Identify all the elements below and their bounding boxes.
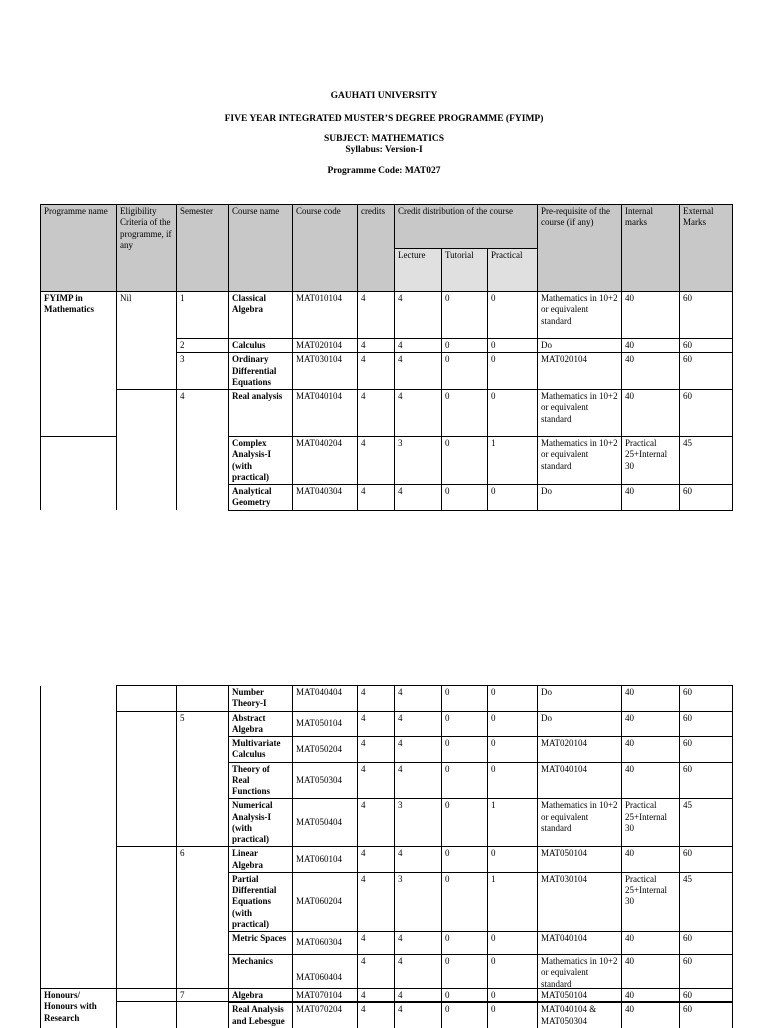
lecture-cell: 4 [395,932,442,955]
external-cell: 45 [680,437,733,485]
external-cell: 60 [680,932,733,955]
credits-cell: 4 [358,485,395,511]
tutorial-cell: 0 [442,437,488,485]
subject-title: SUBJECT: MATHEMATICS [323,134,445,144]
table-row [41,686,733,712]
semester-cell: 1 [177,292,229,339]
practical-cell: 0 [488,955,538,1002]
course-name-cell: Linear Algebra [229,847,293,873]
university-title: GAUHATI UNIVERSITY [330,91,438,101]
course-name-cell: Classical Algebra [229,292,293,339]
prerequisite-cell: Mathematics in 10+2 or equivalent standard [538,292,622,339]
eligibility-cell [117,847,177,1002]
eligibility-cell [117,711,177,847]
prerequisite-cell: MAT020104 [538,353,622,390]
tutorial-cell: 0 [442,485,488,511]
eligibility-cell [117,390,177,511]
tutorial-cell: 0 [442,339,488,353]
lecture-cell: 4 [395,686,442,712]
internal-cell: 40 [622,353,680,390]
prerequisite-cell: Do [538,686,622,712]
course-code-cell: MAT070204 [293,1003,358,1028]
course-table-page-1 [40,204,733,511]
prerequisite-cell: Do [538,711,622,737]
programme-code: Programme Code: MAT027 [327,166,441,176]
credits-cell: 4 [358,989,395,1003]
course-code-cell: MAT060204 [293,872,358,931]
lecture-cell: 4 [395,762,442,799]
course-name-cell: Real Analysis and Lebesgue [229,1003,293,1028]
lecture-cell: 4 [395,737,442,763]
credits-cell: 4 [358,955,395,1002]
tutorial-cell: 0 [442,847,488,873]
tutorial-cell: 0 [442,932,488,955]
external-cell: 60 [680,353,733,390]
lecture-cell: 4 [395,1003,442,1028]
prerequisite-cell: Mathematics in 10+2 or equivalent standard [538,390,622,437]
credits-cell: 4 [358,872,395,931]
practical-cell: 0 [488,932,538,955]
course-code-cell: MAT070104 [293,989,358,1003]
course-name-cell: Complex Analysis-I (with practical) [229,437,293,485]
semester-cell: 6 [177,847,229,1002]
practical-cell: 0 [488,847,538,873]
course-name-cell: Analytical Geometry [229,485,293,511]
practical-cell: 0 [488,737,538,763]
table-row [41,711,733,737]
lecture-cell: 4 [395,353,442,390]
practical-cell: 0 [488,390,538,437]
col-header-course-code: Course code [293,205,358,292]
col-header-course-name: Course name [229,205,293,292]
lecture-cell: 4 [395,339,442,353]
tutorial-cell: 0 [442,1003,488,1028]
tutorial-cell: 0 [442,711,488,737]
course-name-cell: Multivariate Calculus [229,737,293,763]
course-code-cell: MAT040104 [293,390,358,437]
table-row [41,847,733,873]
external-cell: 60 [680,339,733,353]
external-cell: 60 [680,737,733,763]
credits-cell: 4 [358,737,395,763]
internal-cell: 40 [622,390,680,437]
tutorial-cell: 0 [442,737,488,763]
programme-name-cell: FYIMP in Mathematics [41,292,117,437]
credits-cell: 4 [358,390,395,437]
practical-cell: 1 [488,872,538,931]
semester-cell: 5 [177,711,229,847]
col-header-credit-distribution: Credit distribution of the course [395,205,538,249]
internal-cell: 40 [622,847,680,873]
practical-cell: 0 [488,353,538,390]
credits-cell: 4 [358,762,395,799]
prerequisite-cell: Mathematics in 10+2 or equivalent standard [538,437,622,485]
semester-cell [177,686,229,712]
lecture-cell: 4 [395,485,442,511]
practical-cell: 0 [488,292,538,339]
prerequisite-cell: MAT050104 [538,989,622,1003]
internal-cell: 40 [622,292,680,339]
course-name-cell: Abstract Algebra [229,711,293,737]
course-name-cell: Mechanics [229,955,293,1002]
syllabus-version: Syllabus: Version-I [345,145,423,155]
internal-cell: Practical 25+Internal 30 [622,437,680,485]
external-cell: 60 [680,989,733,1003]
lecture-cell: 3 [395,799,442,847]
prerequisite-cell: MAT040104 & MAT050304 [538,1003,622,1028]
credits-cell: 4 [358,339,395,353]
course-table-honours [40,988,733,1028]
table-row [41,989,733,1003]
credits-cell: 4 [358,847,395,873]
internal-cell: 40 [622,955,680,1002]
internal-cell: 40 [622,711,680,737]
col-header-prerequisite: Pre-requisite of the course (if any) [538,205,622,292]
practical-cell: 0 [488,1003,538,1028]
credits-cell: 4 [358,292,395,339]
credits-cell: 4 [358,799,395,847]
lecture-cell: 4 [395,989,442,1003]
semester-cell: 2 [177,339,229,353]
course-table-page-2 [40,685,733,1002]
credits-cell: 4 [358,932,395,955]
course-name-cell: Number Theory-I [229,686,293,712]
prerequisite-cell: MAT020104 [538,737,622,763]
internal-cell: 40 [622,339,680,353]
prerequisite-cell: Mathematics in 10+2 or equivalent standard [538,799,622,847]
credits-cell: 4 [358,686,395,712]
external-cell: 60 [680,292,733,339]
lecture-cell: 4 [395,390,442,437]
practical-cell: 1 [488,799,538,847]
external-cell: 60 [680,485,733,511]
prerequisite-cell: MAT030104 [538,872,622,931]
course-name-cell: Ordinary Differential Equations [229,353,293,390]
practical-cell: 0 [488,485,538,511]
prerequisite-cell: Do [538,485,622,511]
external-cell: 60 [680,955,733,1002]
internal-cell: 40 [622,485,680,511]
course-code-cell: MAT040204 [293,437,358,485]
external-cell: 60 [680,686,733,712]
col-header-external: External Marks [680,205,733,292]
external-cell: 60 [680,1003,733,1028]
col-header-credits: credits [358,205,395,292]
prerequisite-cell: Mathematics in 10+2 or equivalent standard [538,955,622,1002]
course-name-cell: Metric Spaces [229,932,293,955]
external-cell: 60 [680,762,733,799]
course-name-cell: Theory of Real Functions [229,762,293,799]
course-code-cell: MAT040304 [293,485,358,511]
external-cell: 45 [680,799,733,847]
table-row [41,390,733,437]
course-name-cell: Real analysis [229,390,293,437]
tutorial-cell: 0 [442,799,488,847]
semester-cell: 7 [177,989,229,1028]
programme-name-cell [41,686,117,1002]
practical-cell: 0 [488,762,538,799]
col-header-internal: Internal marks [622,205,680,292]
internal-cell: 40 [622,737,680,763]
course-code-cell: MAT060304 [293,932,358,955]
col-header-tutorial: Tutorial [442,249,488,292]
col-header-lecture: Lecture [395,249,442,292]
internal-cell: 40 [622,1003,680,1028]
course-code-cell: MAT030104 [293,353,358,390]
practical-cell: 0 [488,711,538,737]
external-cell: 60 [680,390,733,437]
course-name-cell: Calculus [229,339,293,353]
lecture-cell: 3 [395,437,442,485]
external-cell: 60 [680,711,733,737]
course-name-cell: Algebra [229,989,293,1003]
internal-cell: 40 [622,762,680,799]
internal-cell: Practical 25+Internal 30 [622,799,680,847]
prerequisite-cell: Do [538,339,622,353]
course-name-cell: Numerical Analysis-I (with practical) [229,799,293,847]
tutorial-cell: 0 [442,292,488,339]
credits-cell: 4 [358,353,395,390]
practical-cell: 0 [488,339,538,353]
col-header-eligibility: Eligibility Criteria of the programme, if any [117,205,177,292]
eligibility-cell: Nil [117,292,177,390]
lecture-cell: 3 [395,872,442,931]
col-header-semester: Semester [177,205,229,292]
course-code-cell: MAT050104 [293,711,358,737]
prerequisite-cell: MAT050104 [538,847,622,873]
lecture-cell: 4 [395,955,442,1002]
practical-cell: 0 [488,989,538,1003]
practical-cell: 0 [488,686,538,712]
practical-cell: 1 [488,437,538,485]
course-code-cell: MAT040404 [293,686,358,712]
internal-cell: 40 [622,686,680,712]
tutorial-cell: 0 [442,762,488,799]
tutorial-cell: 0 [442,390,488,437]
semester-cell: 3 [177,353,229,390]
tutorial-cell: 0 [442,872,488,931]
table-row [41,292,733,339]
tutorial-cell: 0 [442,989,488,1003]
external-cell: 45 [680,872,733,931]
eligibility-cell [117,989,177,1028]
programme-name-cell: Honours/ Honours with Research [41,989,117,1028]
prerequisite-cell: MAT040104 [538,762,622,799]
course-code-cell: MAT060104 [293,847,358,873]
credits-cell: 4 [358,1003,395,1028]
eligibility-cell [117,686,177,712]
course-code-cell: MAT050304 [293,762,358,799]
external-cell: 60 [680,847,733,873]
tutorial-cell: 0 [442,955,488,1002]
credits-cell: 4 [358,711,395,737]
col-header-programme: Programme name [41,205,117,292]
col-header-practical: Practical [488,249,538,292]
programme-title: FIVE YEAR INTEGRATED MUSTER’S DEGREE PROGRAMME (FYIMP) [224,114,544,124]
tutorial-cell: 0 [442,686,488,712]
course-name-cell: Partial Differential Equations (with practical) [229,872,293,931]
prerequisite-cell: MAT040104 [538,932,622,955]
course-code-cell: MAT050204 [293,737,358,763]
lecture-cell: 4 [395,292,442,339]
course-code-cell: MAT060404 [293,955,358,1002]
course-code-cell: MAT010104 [293,292,358,339]
course-code-cell: MAT020104 [293,339,358,353]
lecture-cell: 4 [395,711,442,737]
course-code-cell: MAT050404 [293,799,358,847]
tutorial-cell: 0 [442,353,488,390]
internal-cell: 40 [622,989,680,1003]
internal-cell: Practical 25+Internal 30 [622,872,680,931]
lecture-cell: 4 [395,847,442,873]
semester-cell: 4 [177,390,229,511]
credits-cell: 4 [358,437,395,485]
programme-name-cell [41,437,117,511]
internal-cell: 40 [622,932,680,955]
